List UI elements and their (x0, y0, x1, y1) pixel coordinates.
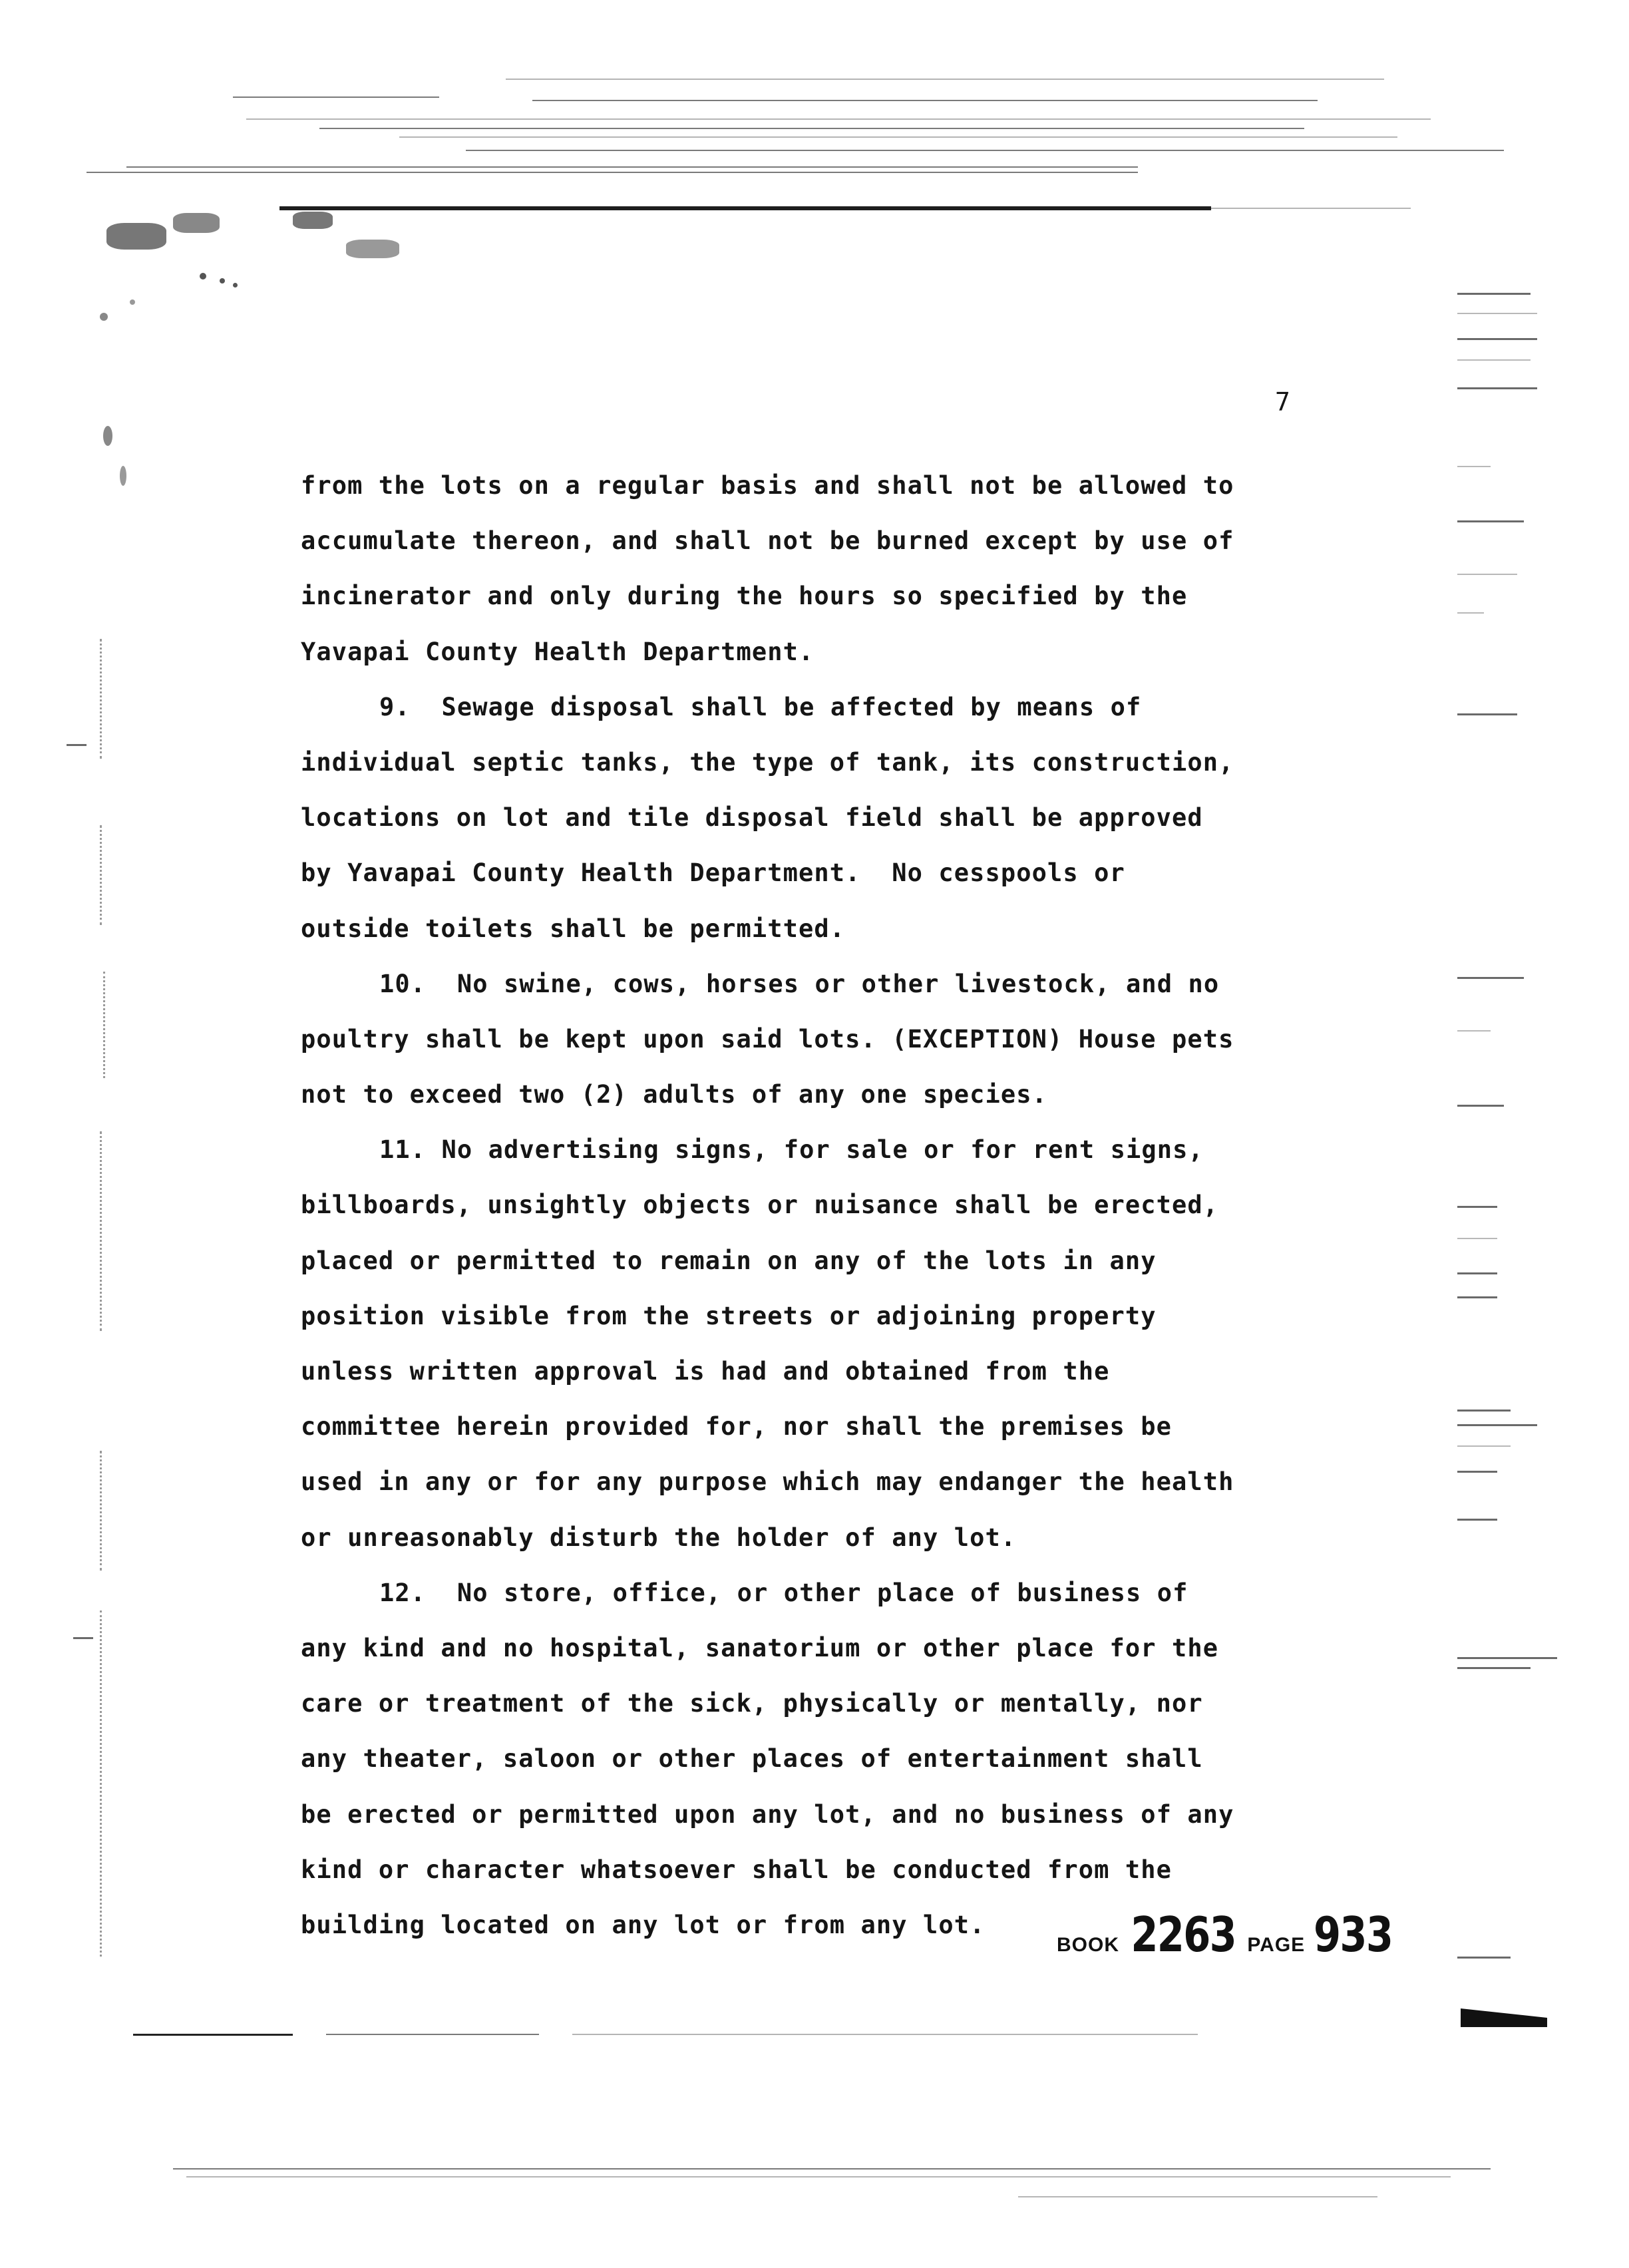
text-line: kind or character whatsoever shall be conducted from the (301, 1855, 1173, 1884)
text-line: be erected or permitted upon any lot, and no business of any (301, 1799, 1234, 1829)
text-line: 9. Sewage disposal shall be affected by means of (379, 692, 1142, 721)
text-line: accumulate thereon, and shall not be burned except by use of (301, 526, 1234, 556)
text-line: 12. No store, office, or other place of business of (379, 1578, 1188, 1607)
text-line: position visible from the streets or adjoining property (301, 1301, 1157, 1330)
page-number: 7 (1275, 387, 1290, 417)
text-line: 11. No advertising signs, for sale or for rent signs, (379, 1135, 1204, 1165)
scan-artifact-arrow (1461, 2008, 1547, 2027)
book-label: BOOK (1057, 1934, 1119, 1956)
book-number: 2263 (1131, 1907, 1236, 1963)
text-line: poultry shall be kept upon said lots. (EXCEPTION) House pets (301, 1024, 1234, 1053)
document-body (301, 458, 1339, 1953)
text-line: used in any or for any purpose which may endanger the health (301, 1467, 1234, 1497)
text-line: or unreasonably disturb the holder of any lot. (301, 1523, 1017, 1552)
text-line: committee herein provided for, nor shall the premises be (301, 1412, 1173, 1441)
text-line: Yavapai County Health Department. (301, 637, 814, 666)
text-line: building located on any lot or from any lot. (301, 1910, 986, 1939)
book-page-reference (1057, 1907, 1401, 1963)
text-line: locations on lot and tile disposal field shall be approved (301, 803, 1203, 833)
text-line: any kind and no hospital, sanatorium or other place for the (301, 1633, 1219, 1662)
page-label: PAGE (1247, 1934, 1306, 1956)
text-line: by Yavapai County Health Department. No cesspools or (301, 858, 1125, 888)
text-line: individual septic tanks, the type of tank, its construction, (301, 747, 1234, 777)
text-line: billboards, unsightly objects or nuisance shall be erected, (301, 1191, 1219, 1220)
text-line: unless written approval is had and obtained from the (301, 1357, 1110, 1386)
page-ref-number: 933 (1314, 1907, 1393, 1963)
text-line: placed or permitted to remain on any of the lots in any (301, 1246, 1157, 1275)
text-line: care or treatment of the sick, physically or mentally, nor (301, 1689, 1203, 1718)
text-line: outside toilets shall be permitted. (301, 914, 846, 943)
text-line: from the lots on a regular basis and shall not be allowed to (301, 471, 1234, 500)
text-line: any theater, saloon or other places of entertainment shall (301, 1744, 1203, 1774)
text-line: not to exceed two (2) adults of any one species. (301, 1080, 1048, 1109)
text-line: incinerator and only during the hours so specified by the (301, 582, 1188, 611)
text-line: 10. No swine, cows, horses or other livestock, and no (379, 969, 1220, 998)
